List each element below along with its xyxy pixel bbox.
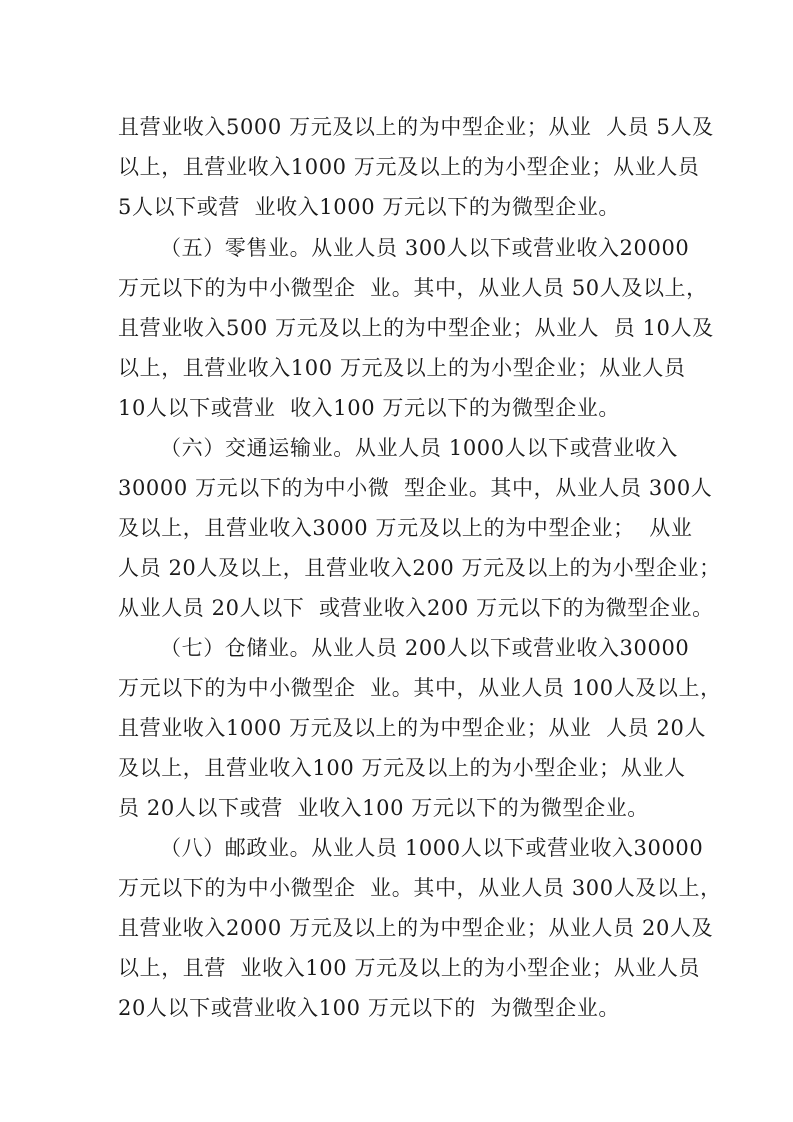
text-line: 且营业收入500 万元及以上的为中型企业；从业人 员 10人及 xyxy=(118,316,714,340)
text-line: 人员 20人及以上，且营业收入200 万元及以上的为小型企业； xyxy=(118,556,721,580)
text-line: 5人以下或营 业收入1000 万元以下的为微型企业。 xyxy=(118,195,621,219)
paragraph-heading-line: （八）邮政业。从业人员 1000人以下或营业收入30000 xyxy=(160,836,704,860)
text-line: 及以上，且营业收入3000 万元及以上的为中型企业； 从业 xyxy=(118,516,693,540)
paragraph-heading-line: （五）零售业。从业人员 300人以下或营业收入20000 xyxy=(160,236,690,260)
paragraph-heading-line: （七）仓储业。从业人员 200人以下或营业收入30000 xyxy=(160,636,690,660)
text-line: 从业人员 20人以下 或营业收入200 万元以下的为微型企业。 xyxy=(118,596,714,620)
text-line: 且营业收入1000 万元及以上的为中型企业；从业 人员 20人 xyxy=(118,716,707,740)
paragraph-heading-line: （六）交通运输业。从业人员 1000人以下或营业收入 xyxy=(160,436,678,460)
text-line: 以上，且营 业收入100 万元及以上的为小型企业；从业人员 xyxy=(118,956,701,980)
text-line: 万元以下的为中小微型企 业。其中，从业人员 300人及以上， xyxy=(118,876,722,900)
text-line: 且营业收入5000 万元及以上的为中型企业；从业 人员 5人及 xyxy=(118,115,714,139)
text-line: 且营业收入2000 万元及以上的为中型企业；从业人员 20人及 xyxy=(118,916,714,940)
text-line: 万元以下的为中小微型企 业。其中，从业人员 50人及以上， xyxy=(118,276,708,300)
text-line: 以上，且营业收入100 万元及以上的为小型企业；从业人员 xyxy=(118,356,686,380)
text-line: 万元以下的为中小微型企 业。其中，从业人员 100人及以上， xyxy=(118,676,722,700)
text-line: 30000 万元以下的为中小微 型企业。其中，从业人员 300人 xyxy=(118,476,713,500)
text-line: 20人以下或营业收入100 万元以下的 为微型企业。 xyxy=(118,996,621,1020)
text-line: 10人以下或营业 收入100 万元以下的为微型企业。 xyxy=(118,396,621,420)
text-line: 及以上，且营业收入100 万元及以上的为小型企业；从业人 xyxy=(118,756,686,780)
text-line: 以上，且营业收入1000 万元及以上的为小型企业；从业人员 xyxy=(118,155,700,179)
text-line: 员 20人以下或营 业收入100 万元以下的为微型企业。 xyxy=(118,796,649,820)
